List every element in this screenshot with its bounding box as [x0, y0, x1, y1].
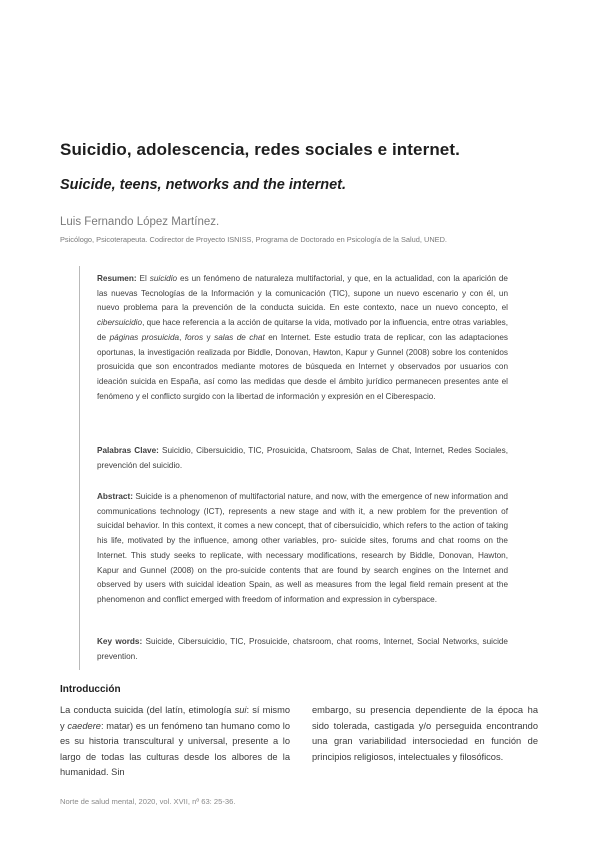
resumen-text: en Internet. Este estudio trata de replicar, con las adaptaciones oportunas, la investigación realizada por Biddle, Donovan, Hawton, Kapur y Gunnel (2008) sobre los contenidos prosuicida que son encontrados mediante motores de búsqueda en Internet y observados por usuarios con ideación suicida en España, así como las medidas que desde el ámbito jurídico permanecen presentes ante el fenómeno y el conflicto surgido con la libertad de información y expresión en el Ciberespacio.: [97, 332, 508, 401]
abstract-panel: [79, 266, 508, 670]
intro-text: : matar) es un fenómeno tan humano como lo es su historia transcultural y universal, presente a lo largo de todas las culturas desde los albores de la humanidad. Sin: [60, 720, 291, 777]
journal-citation-footer: Norte de salud mental, 2020, vol. XVII, nº 63: 25-36.: [60, 797, 236, 806]
palabras-clave-text: Suicidio, Cibersuicidio, TIC, Prosuicida, Chatsroom, Salas de Chat, Internet, Redes Sociales, prevención del suicidio.: [97, 446, 508, 470]
intro-column-left: [60, 703, 290, 781]
resumen-text: , que hace referencia a la acción de quitarse la vida, motivado por la influencia, entre otras variables, de: [97, 318, 508, 342]
intro-text: : sí mismo y: [60, 705, 290, 731]
intro-text: La conducta suicida (del latín, etimología: [60, 705, 235, 715]
resumen-label: Resumen:: [97, 274, 137, 283]
resumen-text: es un fenómeno de naturaleza multifactorial, y que, en la actualidad, con la aparición de las nuevas Tecnologías de la Información y la comunicación (TIC), supone un nuevo escenario y con él, un nuevo problema para la prevención de la conducta suicida. En este contexto, nace un nuevo concepto, el: [97, 274, 508, 313]
intro-column-right: embargo, su presencia dependiente de la época ha sido tolerada, castigada y/o perseguida encontrando una gran variabilidad intersociedad en función de principios religiosos, intelectuales y filosóficos.: [312, 705, 538, 762]
resumen-emphasis: salas de chat: [214, 332, 265, 342]
abstract-text: Suicide is a phenomenon of multifactorial nature, and now, with the emergence of new information and communications technology (ICT), represents a new stage and with it, a new problem for the prevention of suicidal behavior. In this context, it comes a new concept, that of cibersuicidio, which refers to the action of taking his life, motivated by the influence, among other variables, pro- suicide sites, forums and chat rooms on the Internet. This study seeks to replicate, with necessary modifications, research by Biddle, Donovan, Hawton, Kapur and Gunnel (2008) on the pro-suicide contents that are found by search engines on the Internet and observed by users with suicidal ideation Spain, as well as measures from the legal field remain present at the phenomenon and conflict emerged with freedom of information and expression in cyberspace.: [97, 492, 508, 604]
author-name: Luis Fernando López Martínez.: [60, 216, 220, 228]
resumen-emphasis: foros: [184, 332, 204, 342]
introduccion-heading: Introducción: [60, 684, 121, 695]
resumen-emphasis: cibersuicidio: [97, 318, 143, 328]
palabras-clave-label: Palabras Clave:: [97, 446, 159, 455]
key-words-label: Key words:: [97, 637, 143, 646]
intro-emphasis: sui: [234, 705, 247, 715]
key-words-text: Suicide, Cibersuicidio, TIC, Prosuicide, chatsroom, chat rooms, Internet, Social Networks, suicide prevention.: [97, 637, 508, 661]
abstract-paragraph: [97, 490, 508, 608]
abstract-label: Abstract:: [97, 492, 133, 501]
resumen-text: El: [136, 274, 150, 283]
resumen-emphasis: páginas prosuicida: [109, 332, 180, 342]
resumen-emphasis: suicidio: [149, 274, 178, 283]
resumen-text: y: [203, 332, 215, 342]
paper-title: Suicidio, adolescencia, redes sociales e internet.: [60, 140, 460, 159]
resumen-paragraph: [97, 272, 508, 404]
resumen-text: ,: [179, 332, 185, 342]
intro-emphasis: caedere: [67, 720, 101, 731]
palabras-clave-paragraph: [97, 444, 508, 473]
key-words-paragraph: [97, 635, 508, 664]
paper-subtitle: Suicide, teens, networks and the internet.: [60, 177, 347, 193]
author-affiliation: Psicólogo, Psicoterapeuta. Codirector de Proyecto ISNISS, Programa de Doctorado en Psicología de la Salud, UNED.: [60, 235, 447, 244]
